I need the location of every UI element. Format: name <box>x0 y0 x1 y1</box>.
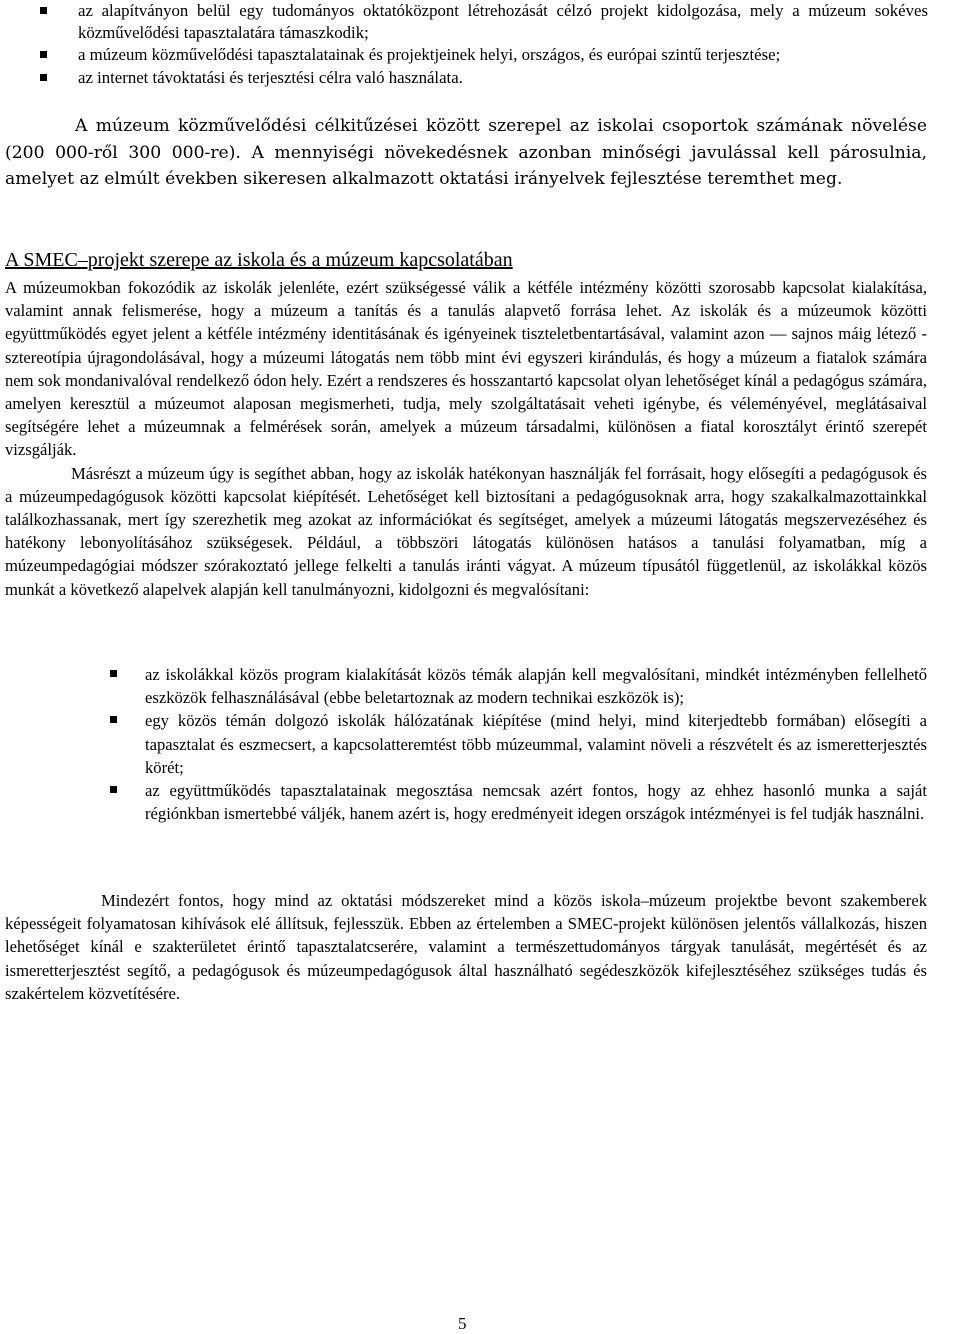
list-item <box>40 44 928 66</box>
square-bullet-icon <box>40 51 47 58</box>
list-item <box>40 0 928 44</box>
body-section <box>5 276 927 601</box>
principles-bullet-list <box>110 663 927 825</box>
list-item-text: egy közös témán dolgozó iskolák hálózatának kiépítése (mind helyi, mind kiterjedtebb formában) elősegíti a tapasztalat és eszmecsert, a kapcsolatteremtést több múzeummal, valamint növeli a részvételt és az ismeretterjesztés körét; <box>145 711 927 777</box>
top-bullet-list <box>40 0 928 89</box>
closing-paragraph <box>5 889 927 1005</box>
section-heading: A SMEC–projekt szerepe az iskola és a múzeum kapcsolatában <box>5 249 513 271</box>
list-item <box>110 779 927 825</box>
square-bullet-icon <box>110 670 117 677</box>
list-item-text: a múzeum közművelődési tapasztalatainak és projektjeinek helyi, országos, és európai szintű terjesztése; <box>78 45 781 65</box>
list-item-text: az iskolákkal közös program kialakítását közös témák alapján kell megvalósítani, mindkét intézményben fellelhető eszközök felhasználásával (ebbe beletartoznak az modern technikai eszközök is); <box>145 665 927 708</box>
list-item-text: az alapítványon belül egy tudományos oktatóközpont létrehozását célzó projekt kidolgozása, mely a múzeum sokéves közművelődési tapasztalatára támaszkodik; <box>78 1 928 43</box>
square-bullet-icon <box>110 716 117 723</box>
body-paragraph-1: A múzeumokban fokozódik az iskolák jelenléte, ezért szükségessé válik a kétféle intézmény közötti szorosabb kapcsolat kialakítása, valamint annak felismerése, hogy a múzeum a tanítás és a tanulás alapvető forrása lehet. Az iskolák és a múzeumok közötti együttműködés egyet jelent a kétféle intézmény identitásának és igényeinek tiszteletbentartásával, valamint azon — sajnos máig létező - sztereotípia újragondolásával, hogy a múzeumi látogatás nem több mint évi egyszeri kirándulás, és hogy a múzeum a fiatalok számára nem sok mondanivalóval rendelkező ódon hely. Ezért a rendszeres és hosszantartó kapcsolat olyan lehetőséget kínál a pedagógus számára, amelyen keresztül a múzeumot alaposan megismerheti, tudja, mely szolgáltatásait veheti igénybe, és véleményével, meglátásaival segítségére lehet a múzeumnak a felmérések során, amelyek a múzeum társadalmi, különösen a fiatal korosztályt érintő szerepét vizsgálják. <box>5 278 927 460</box>
list-item <box>40 67 928 89</box>
square-bullet-icon <box>40 7 47 14</box>
list-item-text: az internet távoktatási és terjesztési célra való használata. <box>78 67 463 87</box>
list-item <box>110 663 927 709</box>
closing-text: Mindezért fontos, hogy mind az oktatási módszereket mind a közös iskola–múzeum projektbe bevont szakemberek képességeit folyamatosan kihívások elé állítsuk, fejlesszük. Ebben az értelemben a SMEC-projekt különösen jelentős vállalkozás, hiszen lehetőséget kínál e szakterületet érintő tapasztalatcserére, valamint a természettudományos tárgyak tanulását, megértését és az ismeretterjesztést segítő, a pedagógusok és múzeumpedagógusok által használható segédeszközök kifejlesztéséhez szükséges tudás és szakértelem közvetítésére. <box>5 891 927 1003</box>
square-bullet-icon <box>40 74 47 81</box>
intro-text: A múzeum közművelődési célkitűzései között szerepel az iskolai csoportok számának növelése (200 000-ről 300 000-re). A mennyiségi növekedésnek azonban minőségi javulással kell párosulnia, amelyet az elmúlt években sikeresen alkalmazott oktatási irányelvek fejlesztése teremthet meg. <box>5 116 927 189</box>
page-number: 5 <box>458 1314 467 1333</box>
list-item <box>110 709 927 779</box>
square-bullet-icon <box>110 786 117 793</box>
intro-paragraph <box>5 113 927 193</box>
body-paragraph-2: Másrészt a múzeum úgy is segíthet abban, hogy az iskolák hatékonyan használják fel forrásait, hogy elősegíti a pedagógusok és a múzeumpedagógusok közötti kapcsolat kiépítését. Lehetőséget kell biztosítani a pedagógusoknak arra, hogy szakalkalmazottainkkal találkozhassanak, mert így szerezhetik meg azokat az információkat és segítséget, amelyek a múzeumi látogatás megszervezéséhez és hatékony lebonyolításához szükségesek. Például, a többszöri látogatás különösen hatásos a tanulási folyamatban, míg a múzeumpedagógiai módszer szórakoztató jellege felkelti a tanulás iránti vágyat. A múzeum típusától függetlenül, az iskolákkal közös munkát a következő alapelvek alapján kell tanulmányozni, kidolgozni és megvalósítani: <box>5 463 927 599</box>
list-item-text: az együttműködés tapasztalatainak megosztása nemcsak azért fontos, hogy az ehhez hasonló munka a saját régiónkban ismertebbé váljék, hanem azért is, hogy eredményeit idegen országok intézményei is fel tudják használni. <box>145 781 927 824</box>
